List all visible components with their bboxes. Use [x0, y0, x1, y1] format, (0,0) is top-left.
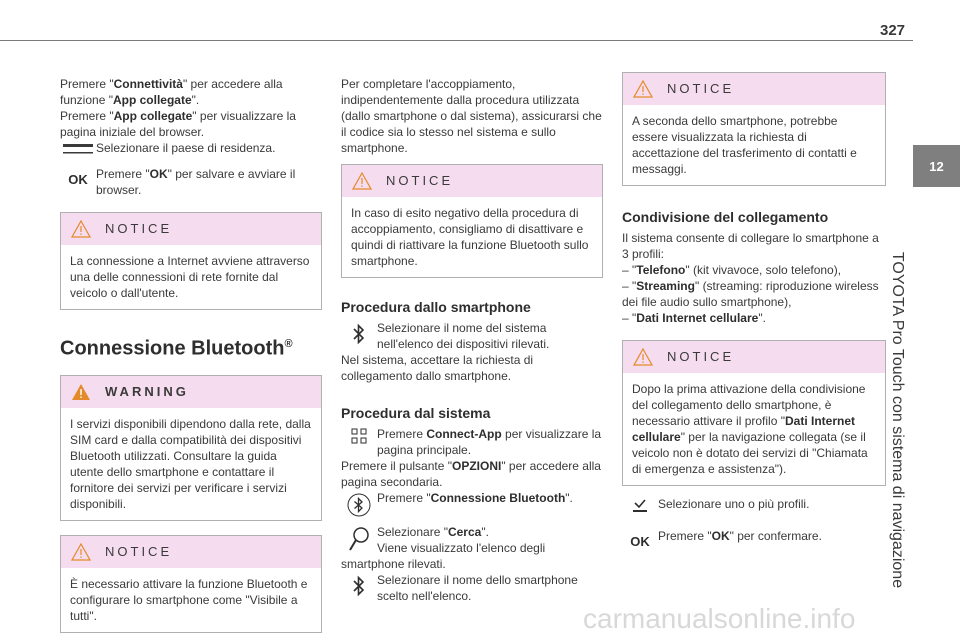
notice-text: È necessario attivare la funzione Bluetooth e configurare lo smartphone come "Visibile a tutti". [70, 576, 308, 623]
warning-triangle-icon [71, 543, 91, 561]
paragraph-connettivita: Premere "Connettività" per accedere alla funzione "App collegate". [60, 77, 283, 107]
heading-sharing: Condivisione del collegamento [622, 209, 829, 225]
notice-title: NOTICE [386, 173, 454, 188]
warning-triangle-icon [71, 220, 91, 238]
notice-box-pairing [341, 164, 603, 278]
warning-text: I servizi disponibili dipendono dalla rete, dalla SIM card e dalla compatibilità dei dispositivi Bluetooth utilizzati. Consultare la guida utente dello smartphone e contattare il fornitore dei servizi per verificare i servizi disponibili. [70, 416, 311, 511]
ok-icon: OK [630, 534, 650, 549]
options-text: Premere il pulsante "OPZIONI" per accedere alla pagina secondaria. [341, 459, 601, 489]
watermark: carmanualsonline.info [583, 603, 856, 634]
notice-header [61, 536, 321, 568]
bluetooth-connection-step [341, 490, 603, 518]
notice-title: NOTICE [667, 81, 735, 96]
bluetooth-step-2 [341, 572, 603, 604]
bluetooth-step-1-text: Selezionare il nome del sistema nell'elenco dei dispositivi rilevati. [377, 321, 550, 351]
warning-triangle-icon [633, 80, 653, 98]
column-2 [341, 76, 603, 604]
connect-app-step [341, 426, 603, 458]
confirm-step [622, 528, 886, 550]
warning-triangle-icon [633, 348, 653, 366]
profile-dati: – "Dati Internet cellulare". [622, 311, 766, 325]
paragraph-app-collegate: Premere "App collegate" per visualizzare la pagina iniziale del browser. [60, 109, 296, 139]
flag-step-text: Selezionare il paese di residenza. [96, 141, 276, 155]
notice-header [623, 341, 885, 373]
notice-title: NOTICE [667, 349, 735, 364]
chapter-tab[interactable]: 12 [913, 145, 960, 187]
column-3 [622, 72, 886, 550]
ok-step-text: Premere "OK" per salvare e avviare il browser. [96, 167, 296, 197]
flag-step [60, 140, 322, 156]
profile-telefono: – "Telefono" (kit vivavoce, solo telefono), [622, 263, 842, 277]
search-step [341, 524, 603, 556]
side-title-text: TOYOTA Pro Touch con sistema di navigazione [889, 251, 906, 589]
notice-header [623, 73, 885, 105]
notice-box-internet [60, 212, 322, 310]
bluetooth-step-2-text: Selezionare il nome dello smartphone scelto nell'elenco. [377, 573, 578, 603]
notice-header [61, 213, 321, 245]
search-step-continued: smartphone rilevati. [341, 557, 446, 571]
sharing-intro: Il sistema consente di collegare lo smartphone a 3 profili: [622, 231, 879, 261]
flag-icon [60, 140, 96, 156]
search-step-text: Selezionare "Cerca". Viene visualizzato l'elenco degli [377, 525, 546, 555]
bluetooth-icon [341, 572, 377, 598]
ok-icon: OK [68, 172, 88, 187]
warning-box [60, 375, 322, 521]
warning-triangle-icon [352, 172, 372, 190]
pairing-intro: Per completare l'accoppiamento, indipendentemente dalla procedura utilizzata (dallo smartphone o dal sistema), assicurarsi che il codice sia lo stesso nel sistema e sullo smartphone. [341, 77, 602, 155]
warning-triangle-filled-icon [71, 383, 91, 401]
warning-header [61, 376, 321, 408]
select-profiles-step [622, 496, 886, 514]
confirm-step-text: Premere "OK" per confermare. [658, 529, 822, 543]
connect-app-step-text: Premere Connect-App per visualizzare la pagina principale. [377, 427, 602, 457]
notice-text: A seconda dello smartphone, potrebbe essere visualizzata la richiesta di accettazione del trasferimento di contatti e messaggi. [632, 114, 857, 176]
notice-title: NOTICE [105, 543, 173, 559]
page-number: 327 [880, 22, 906, 39]
section-heading-bluetooth: Connessione Bluetooth® [60, 337, 293, 360]
top-divider [0, 40, 913, 41]
notice-text: Dopo la prima attivazione della condivisione del collegamento dello smartphone, è necessario attivare il profilo "Dati Internet cellulare" per la navigazione collegata (se il veicolo non è dotato dei servizi di "Chiamata di emergenza e assistenza"). [632, 382, 868, 476]
notice-title: NOTICE [105, 221, 173, 236]
notice-text: La connessione a Internet avviene attraverso una delle connessioni di rete fornite dal veicolo o dall'utente. [70, 254, 310, 300]
bluetooth-circle-icon [341, 490, 377, 518]
notice-box-profile [622, 340, 886, 486]
heading-procedure-system: Procedura dal sistema [341, 405, 491, 421]
ok-step [60, 166, 322, 198]
bluetooth-connection-step-text: Premere "Connessione Bluetooth". [377, 491, 573, 505]
notice-box-transfer [622, 72, 886, 186]
notice-box-visibility [60, 535, 322, 633]
notice-text: In caso di esito negativo della procedura di accoppiamento, consigliamo di disattivare e quindi di riattivare la funzione Bluetooth sullo smartphone. [351, 206, 589, 268]
search-icon [341, 524, 377, 552]
bluetooth-icon [341, 320, 377, 346]
profile-streaming: – "Streaming" (streaming: riproduzione wireless dei file audio sullo smartphone), [622, 279, 879, 309]
warning-title: WARNING [105, 383, 189, 399]
column-1 [60, 76, 322, 633]
checkbox-icon [622, 496, 658, 514]
notice-header [342, 165, 602, 197]
grid-icon [341, 426, 377, 444]
bluetooth-step-1 [341, 320, 603, 352]
select-profiles-text: Selezionare uno o più profili. [658, 497, 810, 511]
system-accept-text: Nel sistema, accettare la richiesta di collegamento dallo smartphone. [341, 353, 534, 383]
heading-procedure-smartphone: Procedura dallo smartphone [341, 299, 531, 315]
